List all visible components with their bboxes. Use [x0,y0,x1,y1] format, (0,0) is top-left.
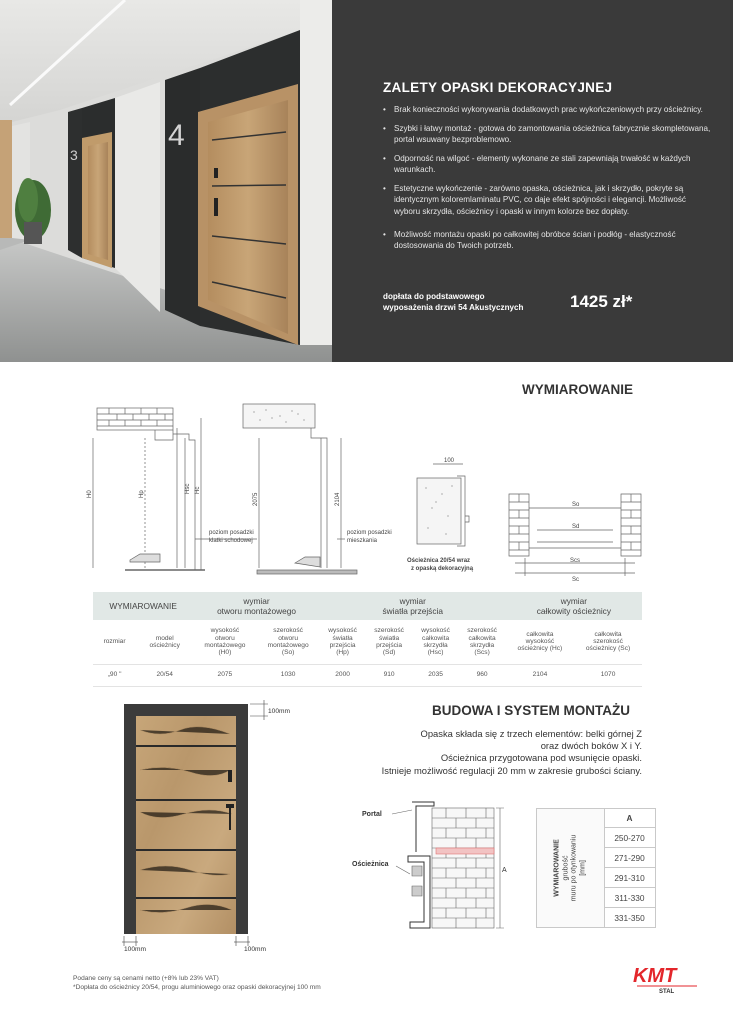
advantages-list [383,104,713,259]
label-sc: Sc [572,577,580,583]
label-so: So [572,502,580,508]
list-item: • Brak konieczności wykonywania dodatkowych prac wykończeniowych przy ościeżnicy. [383,104,713,115]
table-cell: 331-350 [604,908,655,928]
column-header: szerokość całkowita skrzydła (Scs) [458,620,505,664]
label-100: 100 [444,458,455,464]
column-header: szerokość otworu montażowego (So) [257,620,320,664]
advantages-title: ZALETY OPASKI DEKORACYJNEJ [383,80,613,95]
table-cell: 960 [458,664,505,686]
column-header: całkowita szerokość ościeżnicy (Sc) [574,620,642,664]
stair-level-line1: poziom posadzki [209,530,254,536]
door-left-dim: 100mm [124,946,146,952]
construction-title: BUDOWA I SYSTEM MONTAŻU [432,703,630,718]
column-header: wysokość światła przejścia (Hp) [320,620,366,664]
label-h0: H0 [87,490,93,498]
door-right-dim: 100mm [244,946,266,952]
dimension-drawings [85,398,645,583]
logo-sub: STAL [659,989,675,994]
list-item: • Możliwość montażu opaski po całkowitej obróbce ścian i podłóg - elastyczność dostosowania do Twoich potrzeb. [383,229,713,252]
stair-level-line2: klatki schodowej [209,538,253,544]
column-header: wysokość otworu montażowego (H0) [193,620,256,664]
flat-level-line1: poziom posadzki [347,530,392,536]
flat-level-line2: mieszkania [347,538,378,544]
dimension-a-label: A [502,867,507,874]
label-2104: 2104 [335,492,341,506]
portal-label: Portal [362,811,382,818]
label-hc: Hc [195,486,201,494]
column-header: całkowita wysokość ościeżnicy (Hc) [506,620,574,664]
door-top-dim: 100mm [268,708,290,715]
column-header: model ościeżnicy [136,620,193,664]
table-cell: 2035 [413,664,459,686]
table-row [93,664,642,686]
advantages-panel [332,0,733,362]
hero-section [0,0,733,362]
svg-text:4: 4 [168,119,185,152]
label-scs: Scs [570,558,581,564]
list-item: • Estetyczne wykończenie - zarówno opaska, ościeżnica, jak i skrzydło, pokryte są identycznym koloremlaminatu PVC, co daje efekt spójności i elegancji. Możliwość wyboru skrzydła, ościeżnicy i opaski w innym kolorze bez dopłaty. [383,183,713,217]
table-group-header: wymiar światła przejścia [320,592,506,620]
table-cell: 271-290 [604,848,655,868]
price: 1425 zł* [570,292,633,311]
table-cell: 20/54 [136,664,193,686]
table-group-header: WYMIAROWANIE [93,592,193,620]
label-hp: Hp [139,490,145,498]
frame-label: Ościeżnica [352,861,389,868]
thickness-side-label: WYMIAROWANIE grubość muru po otynkowaniu [mm] [537,809,605,928]
table-cell: 311-330 [604,888,655,908]
list-item: • Odporność na wilgoć - elementy wykonane ze stali zapewniają trwałość w każdych warunkach. [383,153,713,176]
logo-main: KMT [633,965,677,987]
table-cell: 250-270 [604,828,655,848]
column-header: rozmiar [93,620,136,664]
thickness-header: A [604,809,655,828]
door-front-drawing [118,700,308,952]
table-group-header: wymiar całkowity ościeżnicy [506,592,642,620]
kmt-logo [633,962,701,994]
table-cell: 1070 [574,664,642,686]
label-2075: 2075 [253,492,259,506]
table-cell: 2075 [193,664,256,686]
table-cell: „90 " [93,664,136,686]
construction-description: Opaska składa się z trzech elementów: belki górnej Z oraz dwóch boków X i Y. Ościeżnica przygotowana pod wsunięcie opaski. Istnieje możliwość regulacji 20 mm w zakresie grubości ściany. [381,728,642,776]
table-cell: 2104 [506,664,574,686]
dimensions-title: WYMIAROWANIE [522,382,633,397]
column-header: szerokość światła przejścia (Sd) [365,620,412,664]
dimensions-table [93,592,642,687]
footer-notes: Podane ceny są cenami netto (+8% lub 23% VAT) *Dopłata do ościeżnicy 20/54, progu aluminiowego oraz opaski dekoracyjnej 100 mm [73,975,321,991]
svg-text:3: 3 [70,147,78,163]
table-group-header: wymiar otworu montażowego [193,592,319,620]
wall-thickness-table [536,808,656,928]
frame-caption-line2: z opaską dekoracyjną [411,566,474,572]
frame-caption-line1: Ościeżnica 20/54 wraz [407,558,471,564]
list-item: • Szybki i łatwy montaż - gotowa do zamontowania ościeżnica fabrycznie skompletowana, portal wsuwany bezproblemowo. [383,123,713,146]
table-cell: 1030 [257,664,320,686]
table-cell: 910 [365,664,412,686]
label-sd: Sd [572,524,580,530]
frame-section-drawing [350,796,520,936]
surcharge-label: dopłata do podstawowego wyposażenia drzwi 54 Akustycznych [383,292,524,312]
corridor-photo [0,0,332,362]
table-cell: 291-310 [604,868,655,888]
table-cell: 2000 [320,664,366,686]
label-hsc: Hsc [185,483,191,494]
column-header: wysokość całkowita skrzydła (Hsc) [413,620,459,664]
